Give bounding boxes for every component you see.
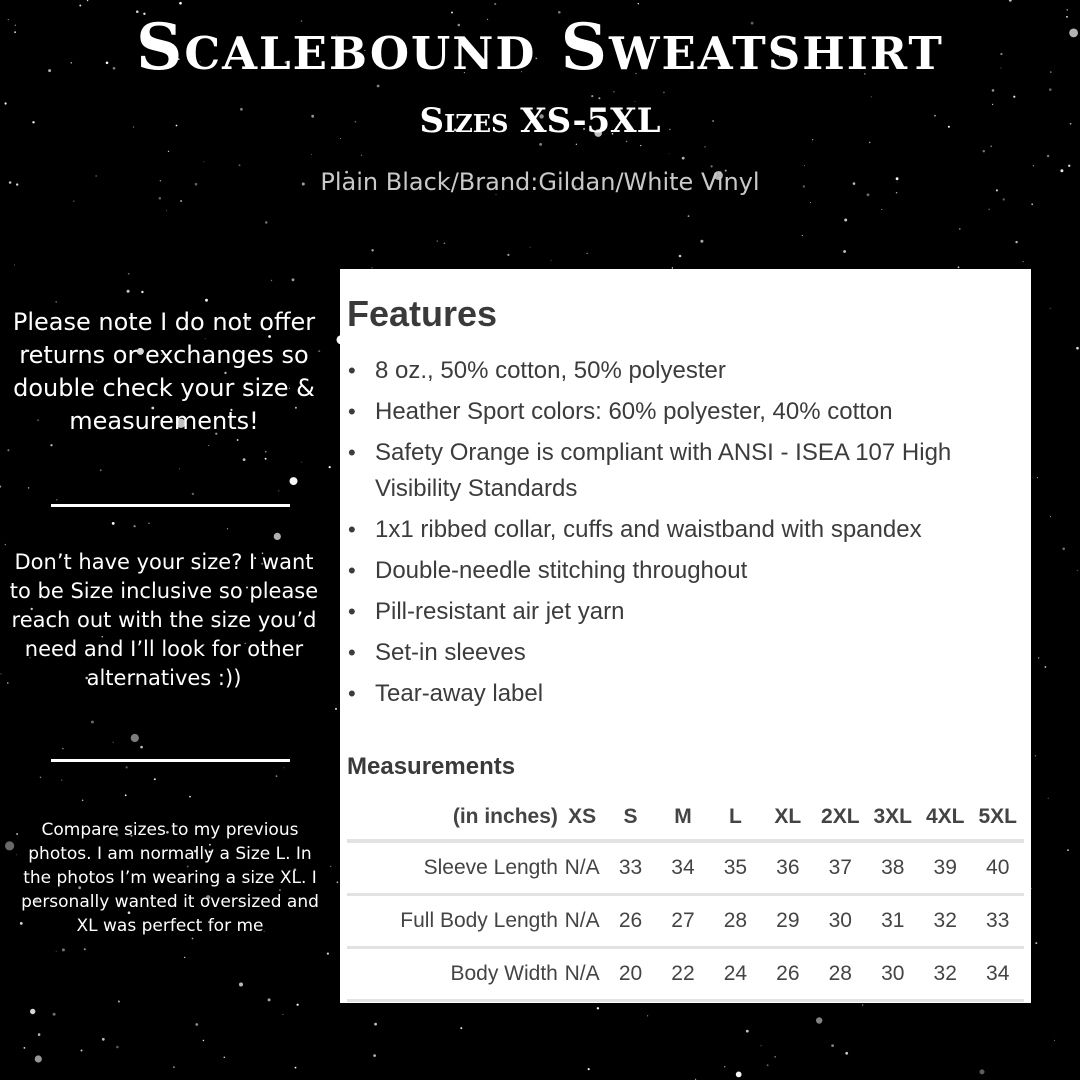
star: [40, 777, 42, 779]
table-cell: 34: [986, 962, 1010, 985]
feature-text: 1x1 ribbed collar, cuffs and waistband with spandex: [375, 516, 922, 543]
feature-item: [340, 553, 1031, 589]
bullet-icon: •: [348, 558, 356, 583]
product-info-panel: [340, 269, 1031, 1003]
star: [0, 485, 1, 487]
star: [1048, 798, 1049, 799]
star: [530, 247, 531, 248]
table-cell: 26: [776, 962, 800, 985]
star: [1050, 308, 1051, 309]
star: [189, 796, 191, 798]
star: [843, 250, 846, 253]
star: [224, 1057, 226, 1059]
star: [1, 673, 2, 674]
feature-text: 8 oz., 50% cotton, 50% polyester: [375, 357, 726, 384]
star: [87, 0, 88, 1]
feature-item: [340, 635, 1031, 671]
table-row: [347, 841, 1024, 895]
row-label: Sleeve Length: [423, 856, 558, 879]
table-cell: 22: [671, 962, 695, 985]
table-cell: 32: [933, 962, 957, 985]
star: [705, 146, 706, 147]
star: [274, 533, 281, 540]
feature-item: [340, 594, 1031, 630]
star: [128, 273, 130, 275]
star: [374, 1023, 377, 1026]
star: [50, 444, 52, 446]
star: [736, 1072, 742, 1078]
bullet-icon: •: [348, 399, 356, 424]
product-tagline: Plain Black/Brand:Gildan/White Vinyl: [320, 168, 760, 196]
star: [38, 1033, 41, 1036]
table-cell: N/A: [564, 962, 600, 985]
star: [1049, 88, 1052, 91]
divider: [51, 504, 290, 507]
star: [125, 794, 127, 796]
feature-text: Pill-resistant air jet yarn: [375, 598, 625, 625]
star: [1076, 347, 1079, 350]
star: [154, 778, 156, 780]
star: [179, 468, 180, 469]
star: [195, 1023, 198, 1026]
star: [1035, 755, 1036, 756]
table-cell: 24: [723, 962, 748, 985]
star: [1062, 548, 1065, 551]
star: [141, 291, 143, 293]
star: [669, 154, 670, 155]
bullet-icon: •: [348, 358, 356, 383]
feature-item: [340, 676, 1031, 712]
table-row: [347, 948, 1024, 1001]
star: [112, 522, 115, 525]
table-cell: 40: [986, 856, 1010, 879]
star: [1054, 1040, 1055, 1041]
star: [79, 5, 81, 7]
table-cell: 28: [828, 962, 852, 985]
star: [1031, 203, 1033, 205]
page-subtitle: Sizes XS-5XL: [419, 101, 661, 141]
table-cell: 33: [986, 909, 1010, 932]
star: [131, 734, 139, 742]
feature-item: [340, 394, 1031, 430]
table-cell: 33: [618, 856, 643, 879]
feature-text: Heather Sport colors: 60% polyester, 40% cotton: [375, 398, 893, 425]
star: [1038, 657, 1040, 659]
table-cell: 20: [618, 962, 643, 985]
bullet-icon: •: [348, 681, 356, 706]
star: [1023, 261, 1024, 262]
bullet-icon: •: [348, 640, 356, 665]
star: [775, 1056, 776, 1057]
star: [81, 1050, 83, 1052]
star: [297, 1004, 299, 1006]
star: [1077, 570, 1078, 571]
star: [56, 951, 57, 952]
feature-text: Tear-away label: [375, 680, 544, 707]
star: [239, 983, 243, 987]
feature-item: [340, 353, 1031, 389]
star: [208, 445, 209, 446]
star: [688, 215, 690, 217]
table-cell: 39: [933, 856, 957, 879]
star: [53, 1013, 56, 1016]
row-label: Body Width: [450, 962, 558, 985]
star: [290, 477, 298, 485]
star: [724, 1066, 725, 1067]
table-cell: 35: [723, 856, 748, 879]
star: [192, 493, 194, 495]
table-cell: 38: [881, 856, 905, 879]
star: [958, 266, 960, 268]
star: [166, 210, 167, 211]
star: [444, 242, 446, 244]
star: [301, 462, 302, 463]
star: [16, 855, 17, 856]
star: [284, 767, 285, 768]
page-title: Scalebound Sweatshirt: [136, 10, 944, 85]
star: [816, 1017, 822, 1023]
star: [1067, 849, 1069, 851]
star: [278, 490, 279, 491]
star: [373, 1054, 376, 1057]
star: [1035, 942, 1037, 944]
column-header-5xl: 5XL: [978, 805, 1017, 828]
star: [126, 766, 128, 768]
star: [810, 202, 811, 203]
star: [292, 278, 295, 281]
star: [959, 228, 961, 230]
star: [30, 1009, 35, 1014]
table-cell: 29: [776, 909, 800, 932]
feature-text: Safety Orange is compliant with ANSI - ISEA 107 High Visibility Standards: [375, 439, 952, 502]
column-header-2xl: 2XL: [821, 805, 860, 828]
star: [1037, 477, 1038, 478]
star: [831, 1044, 834, 1047]
table-cell: N/A: [564, 856, 600, 879]
star: [204, 161, 205, 162]
table-row: [347, 895, 1024, 948]
star: [237, 439, 239, 441]
table-cell: 36: [776, 856, 800, 879]
bullet-icon: •: [348, 440, 356, 465]
star: [507, 254, 509, 256]
table-cell: 30: [828, 909, 852, 932]
star: [337, 881, 339, 883]
table-cell: 26: [618, 909, 643, 932]
feature-text: Double-needle stitching throughout: [375, 557, 748, 584]
star: [227, 528, 228, 529]
star: [180, 200, 182, 202]
star: [682, 157, 685, 160]
star: [1045, 666, 1047, 668]
star: [988, 209, 989, 210]
star: [437, 240, 439, 242]
star: [844, 219, 847, 222]
star: [551, 260, 552, 261]
column-header-m: M: [674, 805, 692, 828]
table-cell: 31: [881, 909, 905, 932]
feature-list: [340, 353, 1031, 717]
feature-item: [340, 512, 1031, 548]
star: [7, 449, 9, 451]
star: [127, 290, 130, 293]
star: [992, 89, 995, 92]
star: [588, 1068, 590, 1070]
star: [14, 265, 15, 266]
table-cell: 34: [671, 856, 695, 879]
star: [84, 948, 86, 950]
star: [62, 748, 63, 749]
star: [73, 201, 74, 202]
star: [91, 721, 94, 724]
star: [311, 154, 312, 155]
star: [173, 1066, 175, 1068]
measurements-heading: Measurements: [347, 753, 516, 780]
star: [56, 499, 57, 500]
star: [243, 458, 246, 461]
star: [148, 523, 149, 524]
star: [265, 451, 266, 452]
star: [276, 775, 278, 777]
star: [881, 209, 882, 210]
star: [179, 2, 182, 5]
compare-sizes-note: Compare sizes to my previous photos. I am normally a Size L. In the photos I’m wearing a size XL. I personally wanted it oversized and XL was perfect for me: [21, 820, 319, 936]
star: [802, 235, 803, 236]
star: [265, 458, 267, 460]
star: [845, 1052, 848, 1055]
star: [361, 155, 362, 156]
star: [35, 1055, 42, 1062]
star: [983, 150, 985, 152]
star: [102, 1038, 105, 1041]
star: [116, 1046, 119, 1049]
star: [494, 3, 496, 5]
table-header-row: [347, 795, 1024, 841]
star: [371, 249, 373, 251]
star: [28, 487, 29, 488]
star: [55, 301, 57, 303]
table-cell: 30: [881, 962, 905, 985]
star: [113, 742, 114, 743]
star: [700, 240, 703, 243]
star: [295, 1067, 297, 1069]
column-header-units: (in inches): [452, 805, 558, 828]
star: [335, 708, 337, 710]
star: [1009, 0, 1012, 2]
column-header-l: L: [728, 805, 742, 828]
star: [140, 746, 143, 749]
star: [460, 1027, 462, 1029]
star: [265, 221, 267, 223]
star: [329, 466, 331, 468]
divider: [51, 759, 290, 762]
feature-item: [340, 435, 1031, 507]
star: [100, 469, 102, 471]
star: [61, 780, 62, 781]
star: [679, 255, 682, 258]
size-inclusive-note: Don’t have your size? I want to be Size inclusive so please reach out with the size you’d need and I’ll look for other alternatives :)): [9, 550, 319, 690]
star: [271, 280, 272, 281]
bullet-icon: •: [348, 517, 356, 542]
star: [638, 3, 639, 4]
features-heading: Features: [347, 293, 498, 334]
table-cell: 27: [671, 909, 695, 932]
star: [205, 299, 208, 302]
star: [82, 800, 84, 802]
star: [613, 91, 614, 92]
star: [24, 1047, 26, 1049]
star: [5, 544, 6, 545]
star: [1047, 155, 1049, 157]
feature-text: Set-in sleeves: [375, 639, 526, 666]
star: [268, 998, 271, 1001]
star: [647, 1015, 648, 1016]
star: [118, 1001, 120, 1003]
star: [203, 1040, 204, 1041]
star: [980, 1069, 985, 1074]
star: [327, 953, 329, 955]
table-cell: 32: [933, 909, 957, 932]
star: [184, 957, 185, 958]
table-cell: 37: [828, 856, 852, 879]
row-label: Full Body Length: [400, 909, 558, 932]
table-cell: 28: [723, 909, 748, 932]
star: [134, 525, 136, 527]
column-header-xl: XL: [774, 805, 802, 828]
size-chart-table: [347, 795, 1024, 1002]
returns-note: Please note I do not offer returns or exchanges so double check your size & measurements!: [12, 308, 316, 435]
column-header-s: S: [623, 805, 638, 828]
star: [168, 151, 169, 152]
star: [330, 866, 331, 867]
table-cell: N/A: [564, 909, 600, 932]
column-header-xs: XS: [568, 805, 597, 828]
star: [761, 1045, 762, 1046]
column-header-3xl: 3XL: [873, 805, 913, 828]
star: [862, 1004, 863, 1005]
star: [5, 841, 14, 850]
star: [62, 948, 65, 951]
star: [663, 92, 665, 94]
star: [1050, 516, 1051, 517]
star: [282, 1014, 283, 1015]
star: [597, 1007, 599, 1009]
column-header-4xl: 4XL: [925, 805, 965, 828]
star: [746, 1030, 749, 1033]
bullet-icon: •: [348, 599, 356, 624]
star: [767, 1064, 769, 1066]
star: [1015, 241, 1017, 243]
star: [586, 253, 587, 254]
